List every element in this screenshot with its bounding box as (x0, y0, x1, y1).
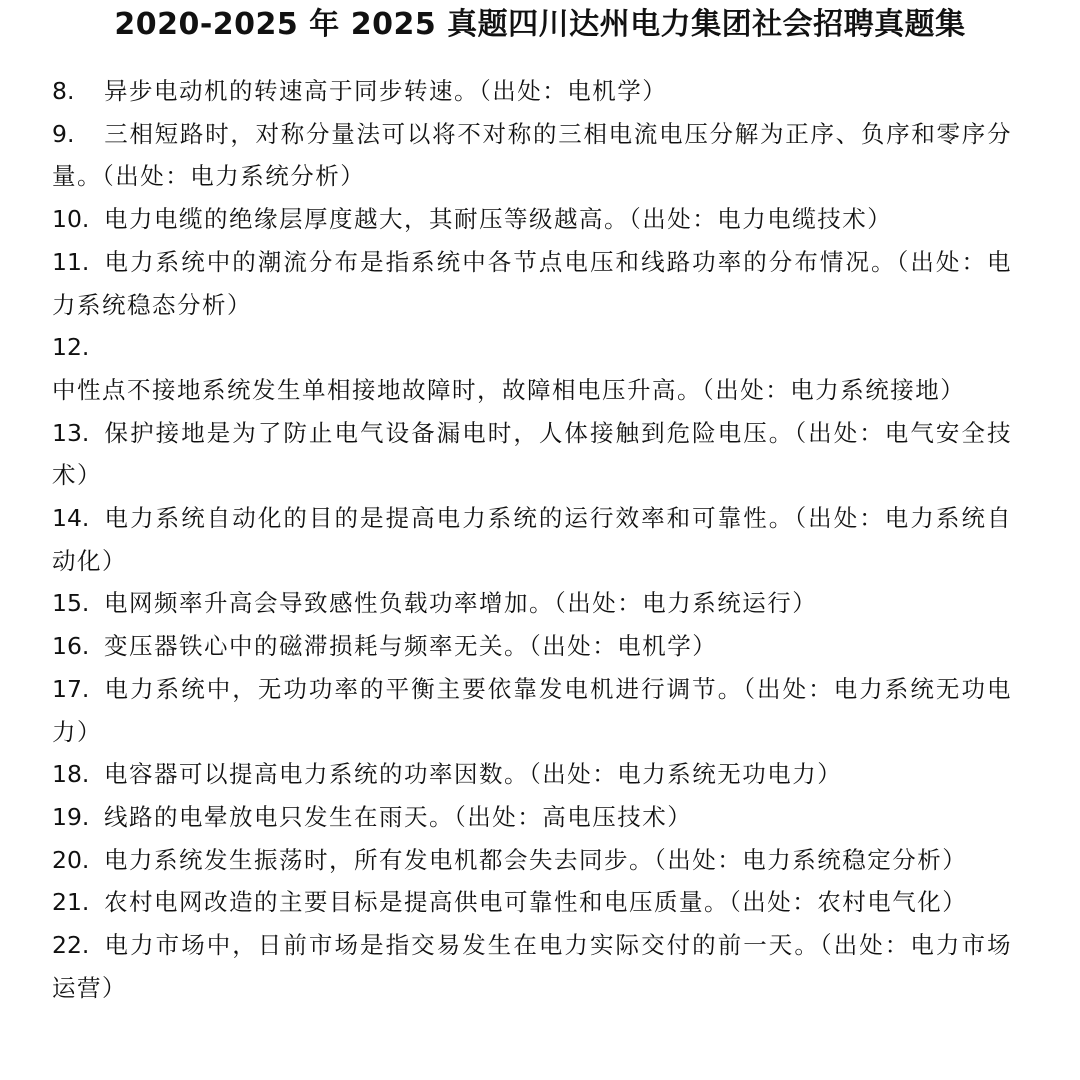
list-item (52, 412, 1012, 497)
list-item (52, 753, 1012, 796)
list-item (52, 796, 1012, 839)
item-text: 电力市场中，日前市场是指交易发生在电力实际交付的前一天。（出处：电力市场运营） (52, 931, 1012, 1002)
item-number: 16. (52, 632, 90, 661)
item-text: 电力系统中的潮流分布是指系统中各节点电压和线路功率的分布情况。（出处：电力系统稳态分析） (52, 247, 1012, 319)
item-text: 电力系统发生振荡时，所有发电机都会失去同步。（出处：电力系统稳定分析） (104, 845, 968, 874)
list-item (52, 625, 1012, 668)
item-number: 19. (52, 802, 90, 831)
list-item (52, 497, 1012, 582)
list-item (52, 582, 1012, 625)
item-text: 电网频率升高会导致感性负载功率增加。（出处：电力系统运行） (104, 589, 818, 618)
item-number: 15. (52, 589, 90, 618)
item-text: 农村电网改造的主要目标是提高供电可靠性和电压质量。（出处：农村电气化） (104, 888, 968, 917)
list-item (52, 241, 1012, 326)
item-text: 保护接地是为了防止电气设备漏电时，人体接触到危险电压。（出处：电气安全技术） (52, 418, 1012, 490)
question-list (52, 70, 1012, 1009)
item-text: 电力系统中，无功功率的平衡主要依靠发电机进行调节。（出处：电力系统无功电力） (52, 674, 1012, 746)
item-number: 13. (52, 418, 90, 447)
page-title: 2020-2025 年 2025 真题四川达州电力集团社会招聘真题集 (114, 7, 966, 42)
item-text: 线路的电晕放电只发生在雨天。（出处：高电压技术） (104, 802, 693, 831)
list-item (52, 326, 1012, 411)
list-item (52, 924, 1012, 1009)
item-number: 21. (52, 888, 90, 917)
list-item (52, 881, 1012, 924)
item-text: 中性点不接地系统发生单相接地故障时，故障相电压升高。（出处：电力系统接地） (52, 375, 966, 404)
item-text: 电力系统自动化的目的是提高电力系统的运行效率和可靠性。（出处：电力系统自动化） (52, 504, 1012, 575)
item-number: 18. (52, 760, 90, 789)
item-number: 11. (52, 247, 90, 276)
item-text: 异步电动机的转速高于同步转速。（出处：电机学） (104, 77, 668, 105)
item-number: 14. (52, 504, 90, 533)
item-text: 变压器铁心中的磁滞损耗与频率无关。（出处：电机学） (104, 632, 718, 661)
item-text: 电容器可以提高电力系统的功率因数。（出处：电力系统无功电力） (104, 760, 843, 789)
item-number: 9. (52, 119, 75, 148)
list-item (52, 198, 1012, 241)
item-text: 电力电缆的绝缘层厚度越大，其耐压等级越高。（出处：电力电缆技术） (104, 205, 893, 234)
item-number: 8. (52, 77, 75, 105)
item-number: 10. (52, 205, 90, 234)
item-text: 三相短路时，对称分量法可以将不对称的三相电流电压分解为正序、负序和零序分量。（出处：电力系统分析） (52, 119, 1012, 191)
item-number: 12. (52, 333, 90, 362)
list-item (52, 70, 1012, 113)
item-number: 17. (52, 674, 90, 703)
list-item (52, 839, 1012, 882)
list-item (52, 668, 1012, 753)
list-item (52, 113, 1012, 198)
item-number: 20. (52, 845, 90, 874)
item-number: 22. (52, 931, 90, 960)
